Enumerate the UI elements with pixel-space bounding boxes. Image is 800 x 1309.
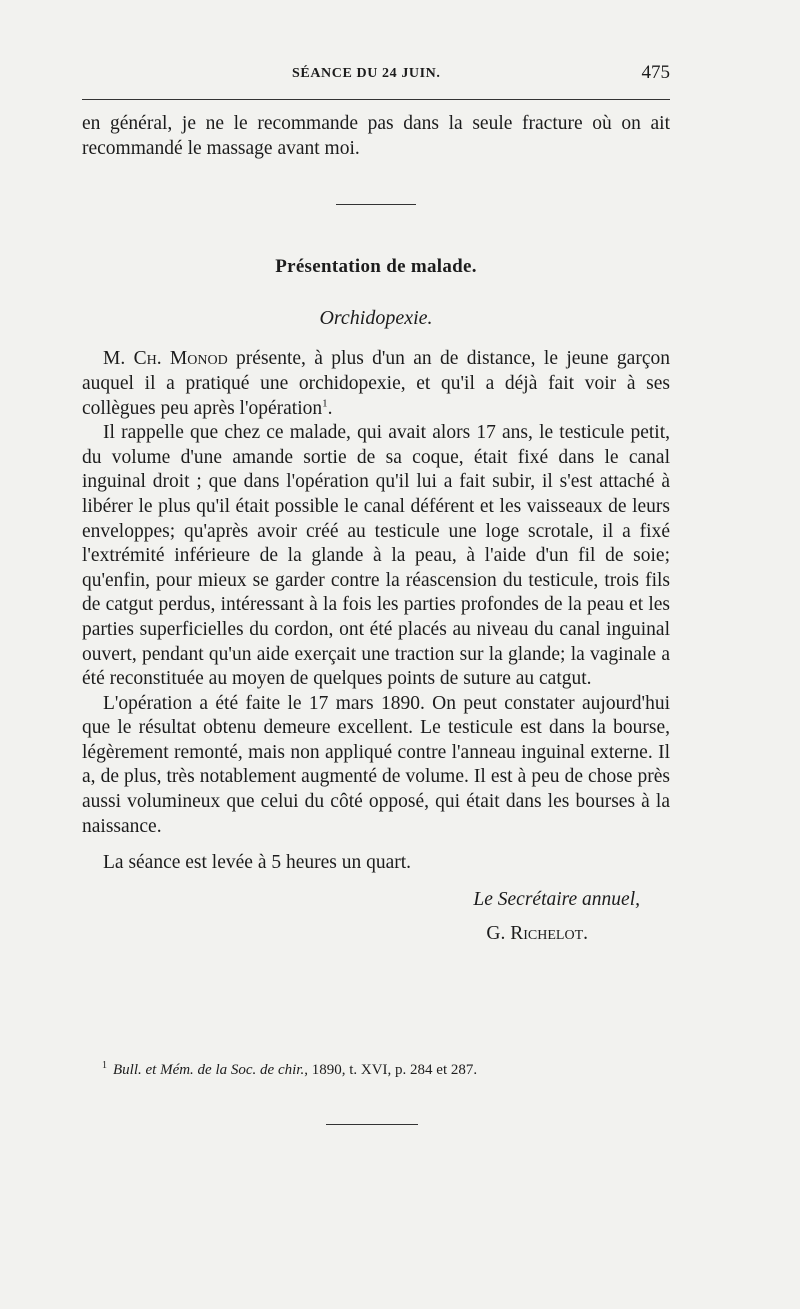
body-text (82, 112, 670, 947)
signoff: Le Secrétaire annuel, (473, 888, 640, 910)
paragraph-closing: La séance est levée à 5 heures un quart. (103, 852, 412, 874)
footnote (82, 1056, 670, 1080)
paragraph-continuation: en général, je ne le recommande pas dans la seule fracture où on ait recommandé le massage avant moi. (82, 113, 670, 159)
paragraph-result: L'opération a été faite le 17 mars 1890. On peut constater aujourd'hui que le résultat obtenu demeure excellent. Le testicule est dans la bourse, légèrement remonté, mais non appliqué contre l'anneau inguinal externe. Il a, de plus, très notablement augmenté de volume. Il est à peu de chose près aussi volumineux que celui du côté opposé, qui était dans les bourses à la naissance. (82, 692, 670, 837)
signer-name: G. Richelot. (486, 923, 588, 945)
page-header (82, 60, 670, 88)
bottom-rule (326, 1124, 418, 1125)
author-name: M. Ch. Monod (103, 348, 228, 370)
page-number: 475 (641, 62, 670, 83)
running-head-date: 24 JUIN. (382, 66, 441, 81)
paragraph-recall: Il rappelle que chez ce malade, qui avait alors 17 ans, le testicule petit, du volume d'une amande sortie de sa coque, était fixé dans le canal inguinal droit ; que dans l'opération qu'il lui a fait subir, il s'est attaché à libérer le plus qu'il était possible le canal déférent et les vaisseaux de leurs enveloppes; qu'après avoir créé au testicule une loge scrotale, il a fixé l'extrémité inférieure de la glande à la peau, à l'aide d'un fil de soie; qu'enfin, pour mieux se garder contre la réascension du testicule, trois fils de catgut perdus, intéressant à la fois les parties profondes de la peau et les parties superficielles du cordon, ont été placés au niveau du canal inguinal ouvert, pendant qu'un aide exerçait une traction sur la glande; la vaginale a été reconstituée au moyen de quelques points de suture au catgut. (82, 422, 670, 690)
paragraph-presentation-text: présente, à plus d'un an de distance, le jeune garçon auquel il a pratiqué une orchidopexie, et qu'il a déjà fait voir à ses collègues peu après l'opération (82, 348, 670, 419)
paragraph-presentation (82, 347, 670, 421)
header-rule (82, 99, 670, 100)
running-head-prefix: SÉANCE DU (292, 66, 383, 81)
section-title: Présentation de malade. (275, 256, 477, 278)
footnote-source: Bull. et Mém. de la Soc. de chir. (113, 1062, 305, 1078)
footnote-reference: 1 (322, 397, 328, 410)
footnote-details: , 1890, t. XVI, p. 284 et 287. (304, 1062, 478, 1078)
running-head (292, 66, 441, 82)
footnote-mark: 1 (102, 1060, 107, 1071)
paragraph-presentation-end: . (327, 397, 333, 419)
section-subtitle: Orchidopexie. (319, 306, 433, 329)
